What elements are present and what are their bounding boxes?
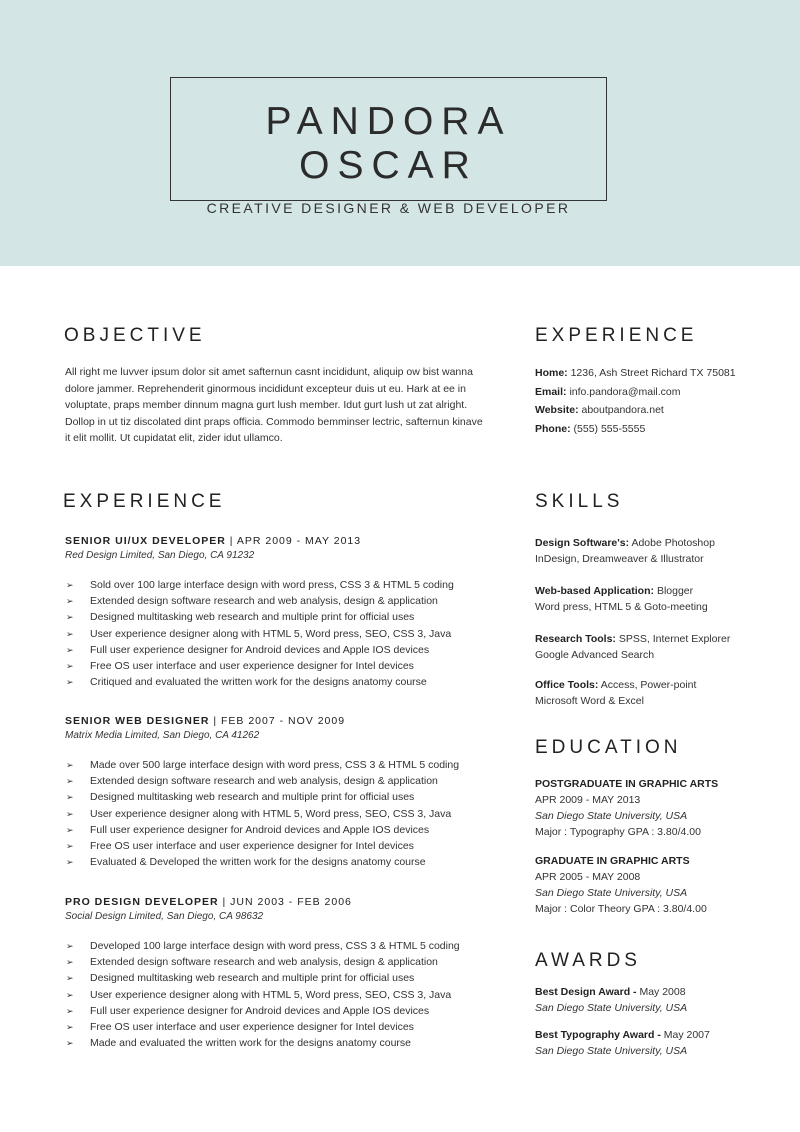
contact-heading: EXPERIENCE xyxy=(535,325,698,346)
arrow-bullet-icon: ➢ xyxy=(66,760,74,770)
list-item: ➢ Free OS user interface and user experience designer for Intel devices xyxy=(65,658,495,674)
list-item: ➢ Free OS user interface and user experience designer for Intel devices xyxy=(65,838,495,854)
arrow-bullet-icon: ➢ xyxy=(66,957,74,968)
arrow-bullet-icon: ➢ xyxy=(66,941,74,951)
arrow-bullet-icon: ➢ xyxy=(66,644,74,655)
contact-phone: Phone: (555) 555-5555 xyxy=(535,422,646,435)
arrow-bullet-icon: ➢ xyxy=(66,857,74,868)
arrow-bullet-icon: ➢ xyxy=(66,628,74,639)
list-item: ➢ Extended design software research and web analysis, design & application xyxy=(65,773,495,789)
job-title-line: SENIOR UI/UX DEVELOPER | APR 2009 - MAY 2013 xyxy=(65,535,362,547)
skill-item: Web-based Application: Blogger Word press, HTML 5 & Goto-meeting xyxy=(535,585,708,613)
header-banner xyxy=(0,0,800,266)
objective-text: All right me luvver ipsum dolor sit amet safternun casnt incididunt, aliquip ow bist wanna dolore jammer. Reprehenderit ginormous incididunt excepteur duis ut eu. Hark at ee in voluptate, praps member dinnum magna gurt lush member. Idut gurt lush ut zat alright. Dollop in ut tiz discolated dint praps officia. Commodo bemminser lectric, safternun kinave it elit mollit. Ut cupidatat elit, zider idut ullamco. xyxy=(65,366,483,444)
skill-item: Office Tools: Access, Power-point Microsoft Word & Excel xyxy=(535,679,697,707)
arrow-bullet-icon: ➢ xyxy=(66,776,74,787)
contact-home: Home: 1236, Ash Street Richard TX 75081 xyxy=(535,367,736,379)
arrow-bullet-icon: ➢ xyxy=(66,841,74,852)
arrow-bullet-icon: ➢ xyxy=(66,1005,74,1016)
job-company: Red Design Limited, San Diego, CA 91232 xyxy=(65,550,255,561)
list-item: ➢ Developed 100 large interface design with word press, CSS 3 & HTML 5 coding xyxy=(65,938,495,954)
arrow-bullet-icon: ➢ xyxy=(66,989,74,1000)
arrow-bullet-icon: ➢ xyxy=(66,973,74,984)
person-name: PANDORA OSCAR xyxy=(265,100,512,187)
list-item: ➢ Free OS user interface and user experience designer for Intel devices xyxy=(65,1019,495,1035)
name-box xyxy=(170,77,607,216)
job-entry xyxy=(65,535,495,690)
contact-block xyxy=(535,364,736,438)
experience-heading: EXPERIENCE xyxy=(63,491,226,512)
list-item: ➢ Designed multitasking web research and multiple print for official uses xyxy=(65,609,495,625)
list-item: ➢ Extended design software research and web analysis, design & application xyxy=(65,954,495,970)
job-entry xyxy=(65,715,495,870)
arrow-bullet-icon: ➢ xyxy=(66,792,74,803)
job-bullets xyxy=(65,577,495,690)
arrow-bullet-icon: ➢ xyxy=(66,824,74,835)
list-item: ➢ Critiqued and evaluated the written work for the designs anatomy course xyxy=(65,674,495,690)
job-company: Matrix Media Limited, San Diego, CA 41262 xyxy=(65,730,260,741)
arrow-bullet-icon: ➢ xyxy=(66,661,74,672)
arrow-bullet-icon: ➢ xyxy=(66,612,74,623)
awards-heading: AWARDS xyxy=(535,950,641,971)
award-item: Best Design Award - May 2008 San Diego State University, USA xyxy=(535,986,688,1014)
list-item: ➢ Designed multitasking web research and multiple print for official uses xyxy=(65,789,495,805)
job-bullets xyxy=(65,938,495,1051)
list-item: ➢ User experience designer along with HTML 5, Word press, SEO, CSS 3, Java xyxy=(65,626,495,642)
list-item: ➢ Full user experience designer for Android devices and Apple IOS devices xyxy=(65,642,495,658)
job-title-line: PRO DESIGN DEVELOPER | JUN 2003 - FEB 2006 xyxy=(65,896,352,908)
award-item: Best Typography Award - May 2007 San Diego State University, USA xyxy=(535,1029,710,1057)
list-item: ➢ Full user experience designer for Android devices and Apple IOS devices xyxy=(65,822,495,838)
arrow-bullet-icon: ➢ xyxy=(66,1038,74,1049)
job-entry xyxy=(65,896,495,1051)
list-item: ➢ Sold over 100 large interface design with word press, CSS 3 & HTML 5 coding xyxy=(65,577,495,593)
education-item: POSTGRADUATE IN GRAPHIC ARTS APR 2009 - MAY 2013 San Diego State University, USA Major : Typography GPA : 3.80/4.00 xyxy=(535,778,719,838)
objective-heading: OBJECTIVE xyxy=(64,325,206,346)
job-company: Social Design Limited, San Diego, CA 98632 xyxy=(65,911,264,922)
list-item: ➢ User experience designer along with HTML 5, Word press, SEO, CSS 3, Java xyxy=(65,987,495,1003)
contact-website: Website: aboutpandora.net xyxy=(535,404,664,416)
skill-item: Design Software's: Adobe Photoshop InDesign, Dreamweaver & Illustrator xyxy=(535,537,715,565)
job-bullets xyxy=(65,757,495,870)
arrow-bullet-icon: ➢ xyxy=(66,677,74,688)
list-item: ➢ Made over 500 large interface design with word press, CSS 3 & HTML 5 coding xyxy=(65,757,495,773)
arrow-bullet-icon: ➢ xyxy=(66,808,74,819)
arrow-bullet-icon: ➢ xyxy=(66,1022,74,1033)
skill-item: Research Tools: SPSS, Internet Explorer Google Advanced Search xyxy=(535,633,731,661)
list-item: ➢ Extended design software research and web analysis, design & application xyxy=(65,593,495,609)
job-title-line: SENIOR WEB DESIGNER | FEB 2007 - NOV 2009 xyxy=(65,715,346,727)
list-item: ➢ User experience designer along with HTML 5, Word press, SEO, CSS 3, Java xyxy=(65,806,495,822)
job-subtitle: CREATIVE DESIGNER & WEB DEVELOPER xyxy=(206,200,571,216)
contact-email: Email: info.pandora@mail.com xyxy=(535,385,681,398)
list-item: ➢ Designed multitasking web research and multiple print for official uses xyxy=(65,970,495,986)
education-heading: EDUCATION xyxy=(535,737,682,758)
list-item: ➢ Full user experience designer for Android devices and Apple IOS devices xyxy=(65,1003,495,1019)
arrow-bullet-icon: ➢ xyxy=(66,580,74,590)
arrow-bullet-icon: ➢ xyxy=(66,596,74,607)
skills-heading: SKILLS xyxy=(535,491,624,512)
list-item: ➢ Evaluated & Developed the written work for the designs anatomy course xyxy=(65,854,495,870)
education-item: GRADUATE IN GRAPHIC ARTS APR 2005 - MAY 2008 San Diego State University, USA Major : Color Theory GPA : 3.80/4.00 xyxy=(535,855,707,915)
list-item: ➢ Made and evaluated the written work for the designs anatomy course xyxy=(65,1035,495,1051)
